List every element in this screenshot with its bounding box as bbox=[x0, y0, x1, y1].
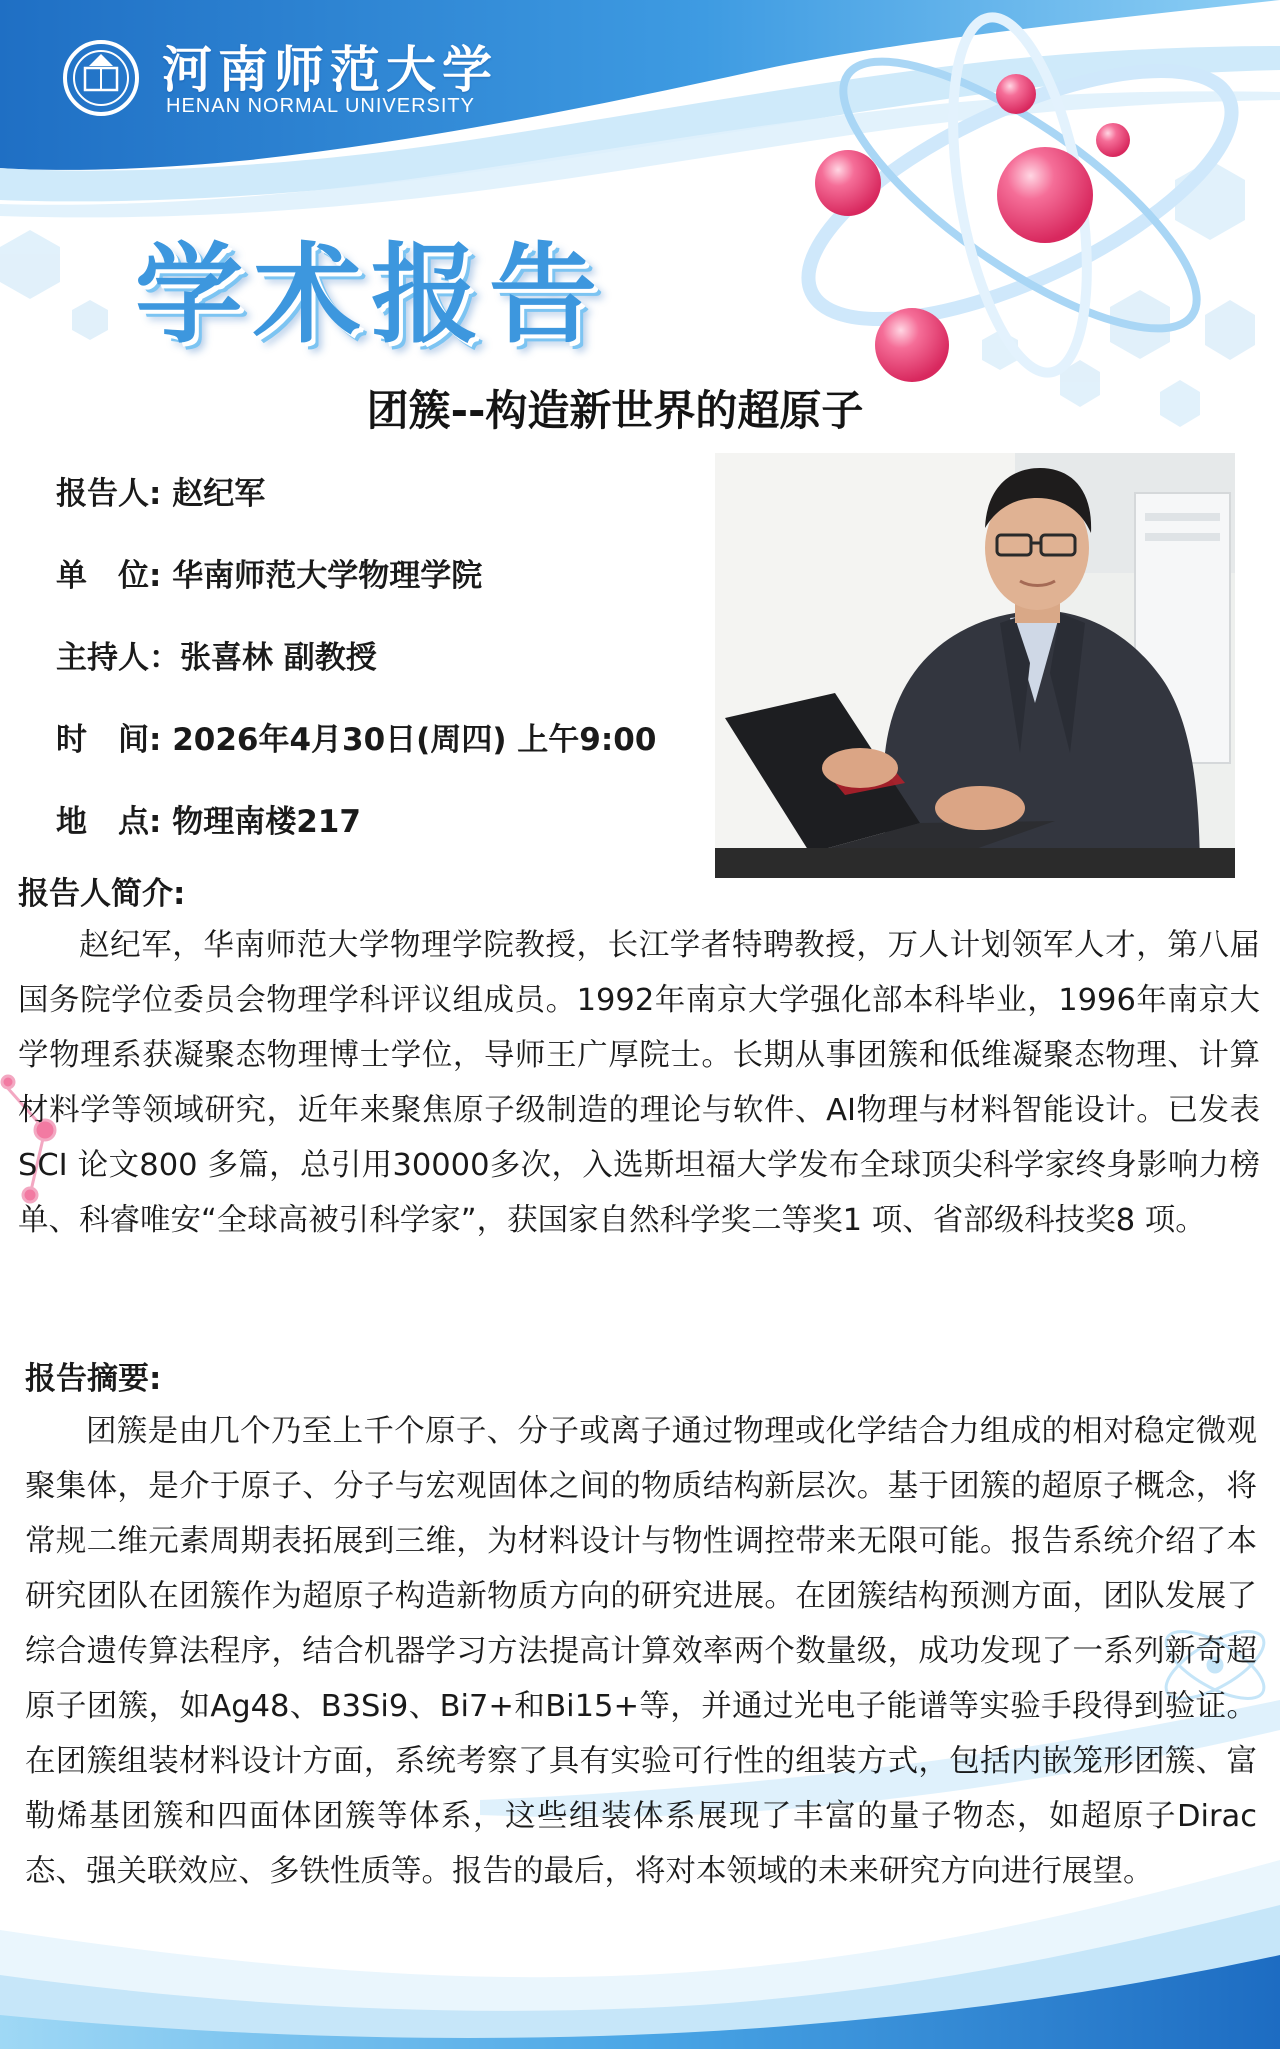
time-line: 时 间: 2026年4月30日(周四) 上午9:00 bbox=[56, 722, 657, 758]
university-name-en: HENAN NORMAL UNIVERSITY bbox=[166, 95, 475, 117]
bio-heading: 报告人简介: bbox=[18, 876, 186, 912]
speaker-photo bbox=[715, 453, 1235, 878]
affiliation-line: 单 位: 华南师范大学物理学院 bbox=[56, 558, 483, 594]
university-seal-logo bbox=[55, 38, 147, 118]
headline: 学术报告 bbox=[135, 233, 608, 358]
abstract-heading: 报告摘要: bbox=[25, 1361, 162, 1397]
abstract-paragraph: 团簇是由几个乃至上千个原子、分子或离子通过物理或化学结合力组成的相对稳定微观聚集体，是介于原子、分子与宏观固体之间的物质结构新层次。基于团簇的超原子概念，将常规二维元素周期表拓展到三维，为材料设计与物性调控带来无限可能。报告系统介绍了本研究团队在团簇作为超原子构造新物质方向的研究进展。在团簇结构预测方面，团队发展了综合遗传算法程序，结合机器学习方法提高计算效率两个数量级，成功发现了一系列新奇超原子团簇，如Ag48、B3Si9、Bi7+和Bi15+等，并通过光电子能谱等实验手段得到验证。在团簇组装材料设计方面，系统考察了具有实验可行性的组装方式，包括内嵌笼形团簇、富勒烯基团簇和四面体团簇等体系，这些组装体系展现了丰富的量子物态，如超原子Dirac态、强关联效应、多铁性质等。报告的最后，将对本领域的未来研究方向进行展望。 bbox=[25, 1414, 1257, 1889]
bio-paragraph: 赵纪军，华南师范大学物理学院教授，长江学者特聘教授，万人计划领军人才，第八届国务院学位委员会物理学科评议组成员。1992年南京大学强化部本科毕业，1996年南京大学物理系获凝聚态物理博士学位，导师王广厚院士。长期从事团簇和低维凝聚态物理、计算材料学等领域研究，近年来聚焦原子级制造的理论与软件、AI物理与材料智能设计。已发表SCI 论文800 多篇，总引用30000多次，入选斯坦福大学发布全球顶尖科学家终身影响力榜单、科睿唯安“全球高被引科学家”，获国家自然科学奖二等奖1 项、省部级科技奖8 项。 bbox=[18, 928, 1260, 1238]
university-name-cn: 河南师范大学 bbox=[162, 40, 498, 99]
venue-line: 地 点: 物理南楼217 bbox=[56, 804, 361, 840]
host-line: 主持人：张喜林 副教授 bbox=[56, 640, 377, 676]
talk-title: 团簇--构造新世界的超原子 bbox=[366, 386, 864, 435]
speaker-line: 报告人: 赵纪军 bbox=[56, 476, 266, 512]
